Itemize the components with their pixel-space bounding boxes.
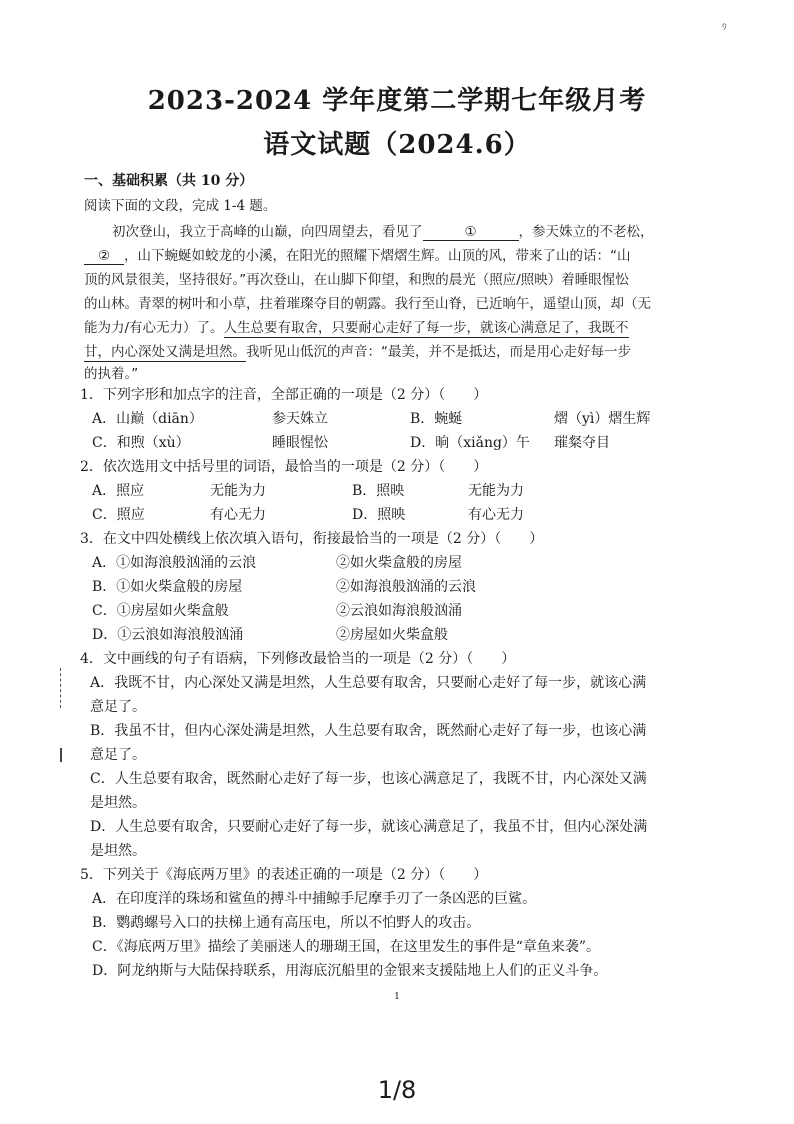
passage-text: 我听见山低沉的声音：“最美，并不是抵达，而是用心走好每一步 bbox=[246, 344, 631, 360]
q2-option-b-text: 无能为力 bbox=[468, 483, 524, 499]
question-5-stem: 5．下列关于《海底两万里》的表述正确的一项是（2 分）（ ） bbox=[80, 867, 488, 883]
passage-text: 初次登山，我立于高峰的山巅，向四周望去，看见了 bbox=[112, 224, 423, 240]
q3-option-a: A．①如海浪般汹涌的云浪 bbox=[92, 555, 257, 571]
underlined-sentence: 人生总要有取舍，只要耐心走好了每一步，就该心满意足了，我既不 bbox=[223, 320, 629, 336]
q4-option-b: B．我虽不甘，但内心深处满是坦然，人生总要有取舍，既然耐心走好了每一步，也该心满 bbox=[90, 723, 647, 739]
q1-option-d: D．晌（xiǎng）午 bbox=[410, 435, 530, 451]
exam-title: 2023-2024 学年度第二学期七年级月考 bbox=[147, 86, 647, 116]
corner-mark: ᠀ bbox=[722, 22, 727, 32]
q4-option-a: A．我既不甘，内心深处又满是坦然，人生总要有取舍，只要耐心走好了每一步，就该心满 bbox=[90, 675, 647, 691]
blank-2: ② bbox=[84, 248, 124, 265]
q3-option-c: C．①房屋如火柴盒般 bbox=[92, 603, 229, 619]
q2-option-b: B．照映 bbox=[352, 483, 405, 499]
passage-line-7: 的执着。” bbox=[84, 366, 139, 382]
underlined-sentence: 甘，内心深处又满是坦然。 bbox=[84, 344, 246, 360]
q3-option-b: B．①如火柴盒般的房屋 bbox=[92, 579, 243, 595]
q3-option-b-text: ②如海浪般汹涌的云浪 bbox=[336, 579, 476, 595]
q1-option-b-text: 熠（yì）熠生辉 bbox=[554, 411, 651, 427]
passage-line-4: 的山林。青翠的树叶和小草，拄着璀璨夺目的朝露。我行至山脊，已近晌午，遥望山顶，却（无 bbox=[84, 296, 651, 312]
passage-text: ，山下蜿蜒如蛟龙的小溪，在阳光的照耀下熠熠生辉。山顶的风，带来了山的话：“山 bbox=[124, 248, 631, 264]
q5-option-a: A．在印度洋的珠场和鲨鱼的搏斗中捕鲸手尼摩手刃了一条凶恶的巨鲨。 bbox=[92, 891, 537, 907]
passage-line-6 bbox=[84, 340, 631, 360]
question-1-stem: 1．下列字形和加点字的注音，全部正确的一项是（2 分）（ ） bbox=[80, 387, 488, 403]
q3-option-a-text: ②如火柴盒般的房屋 bbox=[336, 555, 462, 571]
section-intro: 阅读下面的文段，完成 1-4 题。 bbox=[84, 198, 277, 214]
q2-option-d-text: 有心无力 bbox=[468, 507, 524, 523]
q2-option-a-text: 无能为力 bbox=[210, 483, 266, 499]
page-number: 1 bbox=[394, 992, 400, 1002]
q1-option-a: A．山巅（diān） bbox=[92, 411, 203, 427]
question-4-stem: 4．文中画线的句子有语病，下列修改最恰当的一项是（2 分）（ ） bbox=[80, 651, 516, 667]
passage-line-1 bbox=[112, 220, 654, 241]
q4-option-d-cont: 是坦然。 bbox=[90, 843, 146, 859]
question-3-stem: 3．在文中四处横线上依次填入语句，衔接最恰当的一项是（2 分）（ ） bbox=[80, 531, 544, 547]
q4-option-a-cont: 意足了。 bbox=[90, 699, 146, 715]
section-heading: 一、基础积累（共 10 分） bbox=[84, 173, 254, 189]
q3-option-d-text: ②房屋如火柴盒般 bbox=[336, 627, 448, 643]
passage-line-3: 顶的风景很美，坚持很好。”再次登山，在山脚下仰望，和煦的晨光（照应/照映）着睡眼惺忪 bbox=[84, 272, 629, 288]
passage-text: 能为力/有心无力）了。 bbox=[84, 320, 224, 336]
q1-option-b: B．蜿蜒 bbox=[410, 411, 463, 427]
passage-line-2 bbox=[84, 244, 631, 265]
question-2-stem: 2．依次选用文中括号里的词语，最恰当的一项是（2 分）（ ） bbox=[80, 459, 488, 475]
q4-option-c: C．人生总要有取舍，既然耐心走好了每一步，也该心满意足了，我既不甘，内心深处又满 bbox=[90, 771, 647, 787]
scan-margin-mark bbox=[60, 668, 62, 708]
q3-option-d: D．①云浪如海浪般汹涌 bbox=[92, 627, 244, 643]
passage-line-5 bbox=[84, 316, 629, 336]
exam-subtitle: 语文试题（2024.6） bbox=[263, 130, 531, 160]
q3-option-c-text: ②云浪如海浪般汹涌 bbox=[336, 603, 462, 619]
q1-option-d-text: 璀粲夺目 bbox=[554, 435, 610, 451]
q1-option-a-text: 参天姝立 bbox=[272, 411, 328, 427]
q4-option-d: D．人生总要有取舍，只要耐心走好了每一步，就该心满意足了，我虽不甘，但内心深处满 bbox=[90, 819, 648, 835]
q2-option-c: C．照应 bbox=[92, 507, 145, 523]
q1-option-c: C．和煦（xù） bbox=[92, 435, 190, 451]
q1-option-c-text: 睡眼惺忪 bbox=[272, 435, 328, 451]
q5-option-d: D．阿龙纳斯与大陆保持联系，用海底沉船里的金银来支援陆地上人们的正义斗争。 bbox=[92, 963, 608, 979]
blank-1: ① bbox=[423, 224, 519, 241]
scan-margin-tick bbox=[60, 748, 62, 762]
q5-option-b: B．鹦鹉螺号入口的扶梯上通有高压电，所以不怕野人的攻击。 bbox=[92, 915, 481, 931]
q2-option-d: D．照映 bbox=[352, 507, 406, 523]
q2-option-c-text: 有心无力 bbox=[210, 507, 266, 523]
q5-option-c: C．《海底两万里》描绘了美丽迷人的珊瑚王国，在这里发生的事件是“章鱼来袭”。 bbox=[92, 939, 601, 955]
q4-option-c-cont: 是坦然。 bbox=[90, 795, 146, 811]
passage-text: ，参天姝立的不老松， bbox=[518, 224, 654, 240]
q4-option-b-cont: 意足了。 bbox=[90, 747, 146, 763]
page-counter: 1/8 bbox=[377, 1076, 417, 1104]
q2-option-a: A．照应 bbox=[92, 483, 145, 499]
